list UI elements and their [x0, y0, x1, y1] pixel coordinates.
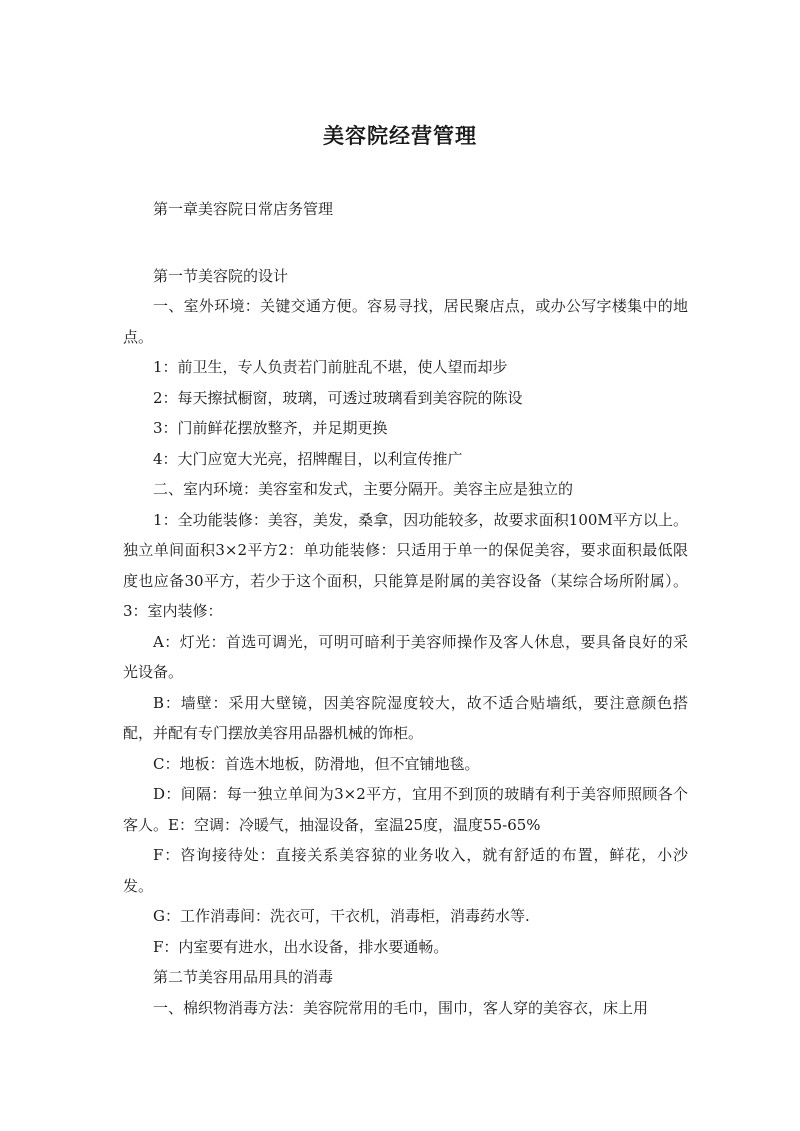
- paragraph: 二、室内环境：美容室和发式，主要分隔开。美容主应是独立的: [153, 480, 574, 498]
- paragraph: 1：前卫生，专人负责若门前脏乱不堪，使人望而却步: [153, 358, 508, 376]
- paragraph: F：内室要有进水，出水设备，排水要通畅。: [153, 937, 449, 956]
- paragraph: 一、棉织物消毒方法：美容院常用的毛巾，围巾，客人穿的美容衣，床上用: [153, 998, 649, 1017]
- paragraph: A：灯光：首选可调光，可明可暗利于美容师操作及客人休息，要具备良好的采光设备。: [123, 632, 688, 681]
- paragraph: D：间隔：每一独立单间为3×2平方，宜用不到顶的玻睛有利于美容师照顾各个客人。E：空调：冷暖气，抽湿设备，室温25度，温度55-65%: [123, 785, 688, 834]
- paragraph: 2：每天擦拭橱窗，玻璃，可透过玻璃看到美容院的陈设: [153, 388, 523, 407]
- paragraph: C：地板：首选木地板，防滑地，但不宜铺地毯。: [153, 754, 480, 773]
- document-body: [123, 194, 688, 1023]
- paragraph: 4：大门应宽大光亮，招牌醒目，以利宣传推广: [153, 449, 463, 468]
- section-heading: 第二节美容用品用具的消毒: [153, 968, 334, 986]
- paragraph: B：墙壁：采用大壁镜，因美容院湿度较大，故不适合贴墙纸，要注意颜色搭配，并配有专门摆放美容用品器机械的饰柜。: [123, 693, 688, 742]
- section-heading: 第一节美容院的设计: [153, 266, 289, 285]
- paragraph: 1：全功能装修：美容，美发，桑拿，因功能较多，故要求面积100M平方以上。独立单间面积3×2平方2：单功能装修：只适用于单一的保促美容，要求面积最低限度也应备30平方，若少于这个面积，只能算是附属的美容设备（某综合场所附属）。3：室内装修：: [123, 510, 688, 620]
- document-title: 美容院经营管理: [323, 123, 477, 148]
- paragraph: 一、室外环境：关键交通方便。容易寻找，居民聚店点，或办公写字楼集中的地点。: [123, 297, 688, 346]
- chapter-heading: 第一章美容院日常店务管理: [153, 200, 334, 218]
- paragraph: 3：门前鲜花摆放整齐，并足期更换: [153, 419, 388, 437]
- paragraph: G：工作消毒间：洗衣可，干衣机，消毒柜，消毒药水等.: [153, 907, 530, 925]
- paragraph: F：咨询接待处：直接关系美容猄的业务收入，就有舒适的布置，鲜花，小沙发。: [123, 846, 688, 895]
